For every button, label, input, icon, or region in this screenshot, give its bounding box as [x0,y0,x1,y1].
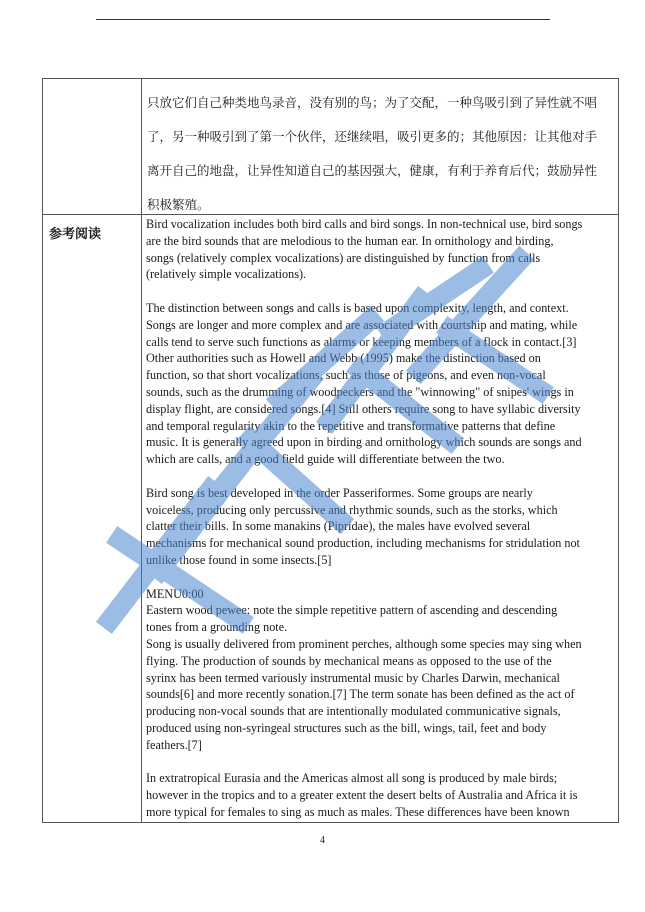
chinese-text-line: 离开自己的地盘，让异性知道自己的基因强大，健康，有利于养育后代；鼓励异性 [147,163,598,178]
reading-line: however in the tropics and to a greater extent the desert belts of Australia and Africa it is [146,788,578,803]
reading-line: In extratropical Eurasia and the Americas almost all song is produced by male birds; [146,771,558,786]
reading-line: Other authorities such as Howell and Webb (1995) make the distinction based on [146,351,541,366]
chinese-text-line: 积极繁殖。 [147,197,210,212]
paragraph-gap [146,754,616,771]
reading-line: songs (relatively complex vocalizations) are distinguished by function from calls [146,250,541,265]
reading-line: are the bird sounds that are melodious to the human ear. In ornithology and birding, [146,233,554,248]
header-rule [96,19,550,20]
reading-line: producing non-vocal sounds that are intentionally modulated communicative signals, [146,704,561,719]
reading-line: more typical for females to sing as much as males. These differences have been known [146,804,570,819]
reading-line: Eastern wood pewee: note the simple repetitive pattern of ascending and descending [146,603,558,618]
content-table [42,78,619,823]
reading-line: unlike those found in some insects.[5] [146,552,332,567]
reading-line: (relatively simple vocalizations). [146,267,307,282]
reading-line: sounds, such as the drumming of woodpeckers and the "winnowing" of snipes' wings in [146,384,574,399]
reading-line: clatter their bills. In some manakins (Pipridae), the males have evolved several [146,519,531,534]
reading-line: which are calls, and a good field guide will differentiate between the two. [146,452,505,467]
reading-line: and temporal regularity akin to the repetitive and transformative patterns that define [146,418,556,433]
paragraph-gap [146,468,616,485]
column-divider [141,79,142,822]
reading-line: function, so that short vocalizations, such as those of pigeons, and even non-vocal [146,368,546,383]
reading-line: tones from a grounding note. [146,620,288,635]
reading-line: Song is usually delivered from prominent perches, although some species may sing when [146,636,582,651]
chinese-text-line: 只放它们自己种类地鸟录音，没有别的鸟；为了交配，一种鸟吸引到了异性就不唱 [147,95,598,110]
chinese-text-line: 了，另一种吸引到了第一个伙伴，还继续唱，吸引更多的；其他原因：让其他对手 [147,129,598,144]
reading-line: The distinction between songs and calls is based upon complexity, length, and context. [146,300,569,315]
reading-line: music. It is generally agreed upon in birding and ornithology which sounds are songs and [146,435,582,450]
reading-line: Bird vocalization includes both bird calls and bird songs. In non-technical use, bird songs [146,217,583,231]
reading-line: voiceless, producing only percussive and rhythmic sounds, such as the storks, which [146,502,558,517]
page-number: 4 [320,835,325,846]
reading-line: sounds[6] and more recently sonation.[7] The term sonate has been defined as the act of [146,687,575,702]
reading-passage [146,216,616,822]
reading-line: produced using non-syringeal structures such as the bill, wings, tail, feet and body [146,720,547,735]
reading-line: MENU0:00 [146,586,204,601]
chinese-answer-text [147,86,617,222]
reading-line: Bird song is best developed in the order Passeriformes. Some groups are nearly [146,485,533,500]
paragraph-gap [146,283,616,300]
reading-line: mechanisms for mechanical sound production, including mechanisms for stridulation not [146,536,580,551]
row-label-reading: 参考阅读 [49,227,102,242]
reading-line: flying. The production of sounds by mechanical means as opposed to the use of the [146,653,552,668]
reading-line: display flight, are considered songs.[4] Still others require song to have syllabic diversity [146,401,581,416]
reading-line: calls tend to serve such functions as alarms or keeping members of a flock in contact.[3] [146,334,577,349]
paragraph-gap [146,569,616,586]
reading-line: syrinx has been termed variously instrumental music by Charles Darwin, mechanical [146,670,560,685]
reading-line: Songs are longer and more complex and are associated with courtship and mating, while [146,317,578,332]
reading-line: feathers.[7] [146,737,202,752]
